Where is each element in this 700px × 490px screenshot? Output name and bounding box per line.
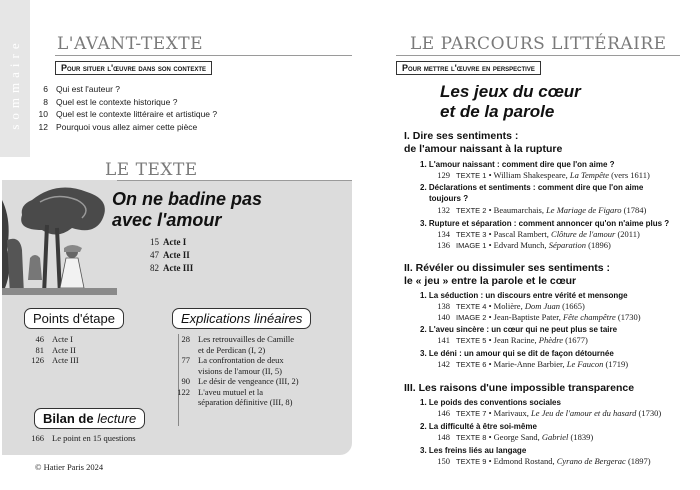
entry-row[interactable]: 129 TEXTE 1 • William Shakespeare, La Tempête (vers 1611) [437,170,650,180]
entry-row[interactable]: 146 TEXTE 7 • Marivaux, Le Jeu de l'amour et du hasard (1730) [437,408,662,418]
entry-row[interactable]: 136 IMAGE 1 • Edvard Munch, Séparation (1896) [437,240,611,250]
entry-row[interactable]: 134 TEXTE 3 • Pascal Rambert, Clôture de l'amour (2011) [437,229,640,239]
chapter-heading: 3. Le déni : un amour qui se dit de façon détournée [420,349,614,358]
toc-item[interactable]: 8 Quel est le contexte historique ? [43,96,178,107]
chapter-heading: 3. Les freins liés au langage [420,446,527,455]
parcours-subtitle: Pour mettre l'œuvre en perspective [396,61,541,75]
chapter-heading: 1. La séduction : un discours entre vérité et mensonge [420,291,628,300]
parcours-title: LE PARCOURS LITTÉRAIRE [410,34,667,54]
le-texte-title: LE TEXTE [105,160,198,180]
part-heading: II. Révéler ou dissimuler ses sentiments : le « jeu » entre la parole et le cœur [404,262,610,287]
avant-texte-title: L'AVANT-TEXTE [57,34,204,54]
avant-texte-subtitle: Pour situer l'œuvre dans son contexte [55,61,212,75]
illustration-image [2,180,117,295]
points-etape-list [30,334,79,366]
theme-title: Les jeux du cœur et de la parole [440,82,581,121]
explications-list [176,334,299,408]
explications-label: Explications linéaires [172,308,311,329]
chapter-heading: 1. L'amour naissant : comment dire que l'on aime ? [420,160,615,169]
act-item[interactable]: 15 Acte I [150,237,187,247]
entry-row[interactable]: 132 TEXTE 2 • Beaumarchais, Le Mariage de Figaro (1784) [437,205,647,215]
chapter-heading: 3. Rupture et séparation : comment annoncer qu'on n'aime plus ? [420,219,670,228]
list-item[interactable]: 46 Acte I [35,334,74,344]
act-item[interactable]: 82 Acte III [150,263,194,273]
entry-row[interactable]: 141 TEXTE 5 • Jean Racine, Phèdre (1677) [437,335,588,345]
list-item[interactable]: 122 L'aveu mutuel et la séparation définitive (III, 8) [177,386,293,407]
play-title[interactable]: On ne badine pas avec l'amour [112,189,263,230]
toc-item[interactable]: 12 Pourquoi vous allez aimer cette pièce [38,121,198,132]
entry-row[interactable]: 150 TEXTE 9 • Edmond Rostand, Cyrano de Bergerac (1897) [437,456,651,466]
part-heading: III. Les raisons d'une impossible transparence [404,382,635,394]
chapter-heading: 1. Le poids des conventions sociales [420,398,561,407]
chapter-heading: 2. La difficulté à être soi-même [420,422,537,431]
toc-item[interactable]: 6 Qui est l'auteur ? [43,84,120,94]
entry-row[interactable]: 140 IMAGE 2 • Jean-Baptiste Pater, Fête champêtre (1730) [437,312,641,322]
entry-row[interactable]: 142 TEXTE 6 • Marie-Anne Barbier, Le Faucon (1719) [437,359,629,369]
chapter-heading: 2. Déclarations et sentiments : comment dire que l'on aime toujours ? [420,183,644,203]
avant-texte-rule [55,55,352,56]
act-item[interactable]: 47 Acte II [150,250,190,260]
list-item[interactable]: 77 La confrontation de deux visions de l'amour (II, 5) [181,355,284,376]
entry-row[interactable]: 148 TEXTE 8 • George Sand, Gabriel (1839) [437,432,594,442]
bilan-label: Bilan de lecture [34,408,145,429]
list-item[interactable]: 166 Le point en 15 questions [31,433,136,443]
part-heading: I. Dire ses sentiments : de l'amour naissant à la rupture [404,130,563,155]
sommaire-label: sommaire [7,38,22,130]
copyright: © Hatier Paris 2024 [35,462,104,472]
list-item[interactable]: 126 Acte III [31,355,79,365]
list-item[interactable]: 90 Le désir de vengeance (III, 2) [181,376,299,386]
parcours-rule [396,55,680,56]
list-item[interactable]: 28 Les retrouvailles de Camille et de Perdican (I, 2) [181,334,295,355]
sommaire-strip [0,0,30,157]
avant-texte-list [30,83,217,133]
toc-item[interactable]: 10 Quel est le contexte littéraire et artistique ? [38,109,218,119]
points-etape-label: Points d'étape [24,308,124,329]
chapter-heading: 2. L'aveu sincère : un cœur qui ne peut plus se taire [420,325,618,334]
entry-row[interactable]: 138 TEXTE 4 • Molière, Dom Juan (1665) [437,301,585,311]
list-item[interactable]: 81 Acte II [35,344,76,355]
acts-list [150,236,193,275]
bilan-list [30,433,136,444]
